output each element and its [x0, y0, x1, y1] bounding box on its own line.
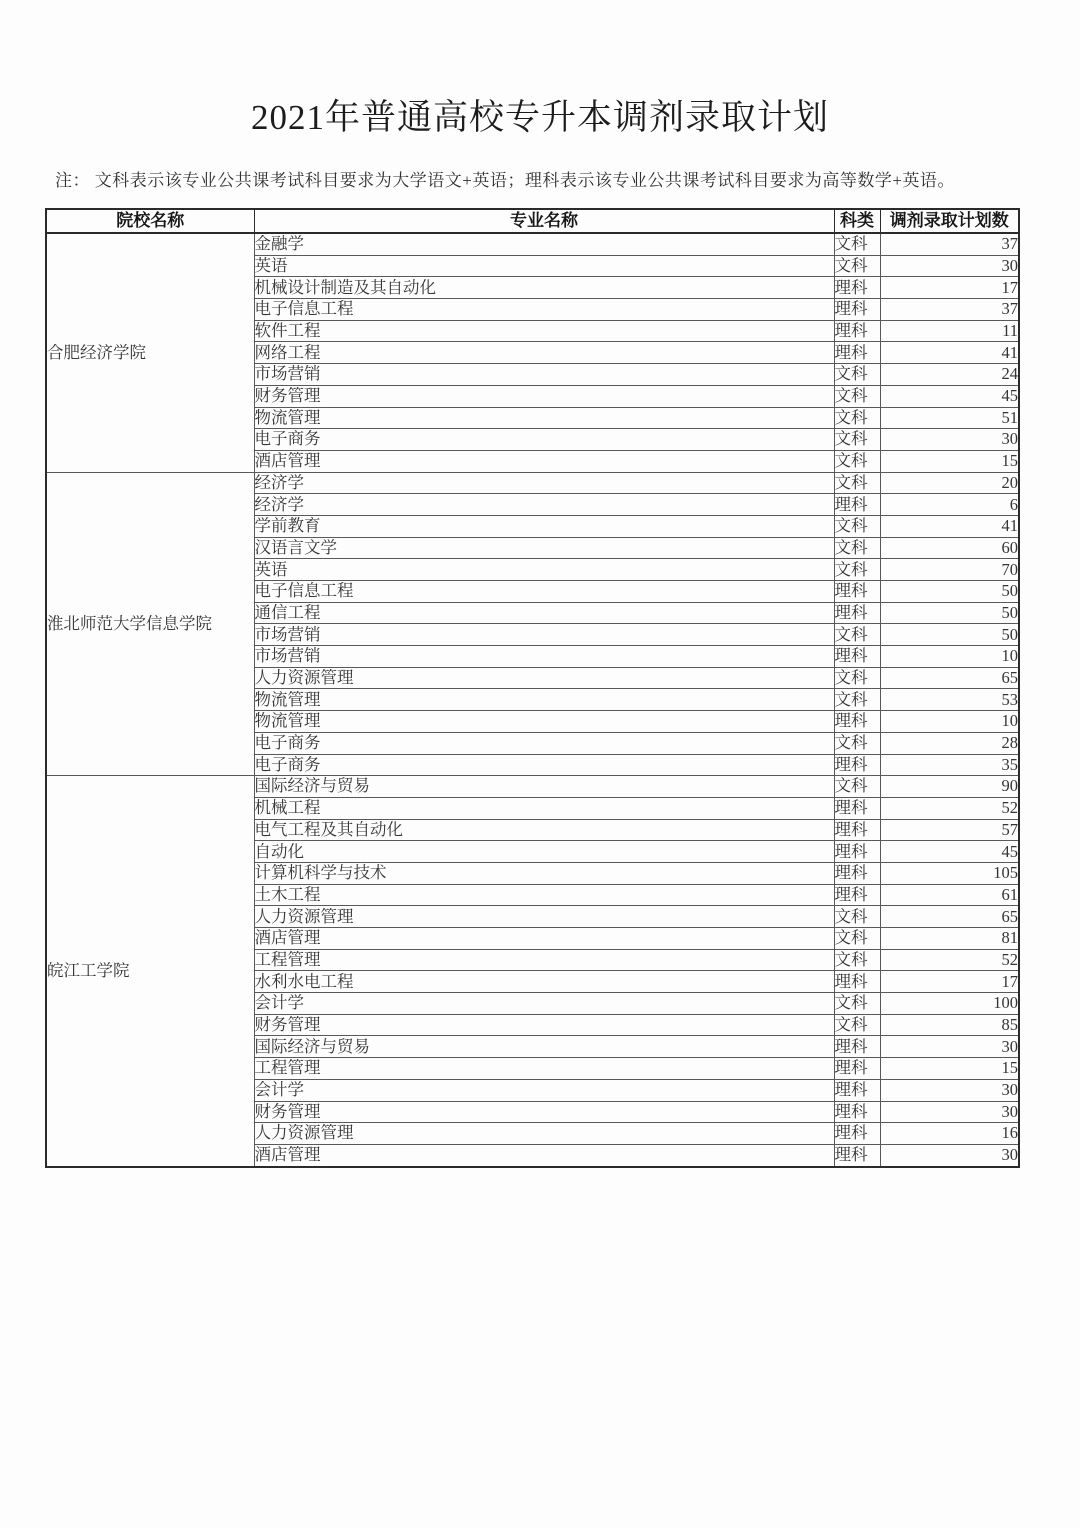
count-cell: 52: [880, 949, 1019, 971]
count-cell: 60: [880, 537, 1019, 559]
table-row: [46, 472, 1019, 494]
count-cell: 61: [880, 884, 1019, 906]
major-cell: 酒店管理: [254, 450, 834, 472]
count-cell: 57: [880, 819, 1019, 841]
table-row: [46, 233, 1019, 255]
major-cell: 物流管理: [254, 689, 834, 711]
count-cell: 100: [880, 993, 1019, 1015]
major-cell: 电子商务: [254, 754, 834, 776]
category-cell: 文科: [834, 515, 880, 537]
count-cell: 85: [880, 1014, 1019, 1036]
major-cell: 国际经济与贸易: [254, 1036, 834, 1058]
major-cell: 财务管理: [254, 385, 834, 407]
table-body: [46, 233, 1019, 1167]
category-cell: 理科: [834, 602, 880, 624]
major-cell: 电子信息工程: [254, 299, 834, 321]
major-cell: 工程管理: [254, 949, 834, 971]
category-cell: 理科: [834, 277, 880, 299]
count-cell: 105: [880, 862, 1019, 884]
table-header: [46, 209, 1019, 233]
major-cell: 自动化: [254, 841, 834, 863]
school-name-cell: 淮北师范大学信息学院: [46, 472, 254, 776]
count-cell: 6: [880, 494, 1019, 516]
count-cell: 35: [880, 754, 1019, 776]
major-cell: 学前教育: [254, 515, 834, 537]
category-cell: 文科: [834, 993, 880, 1015]
count-cell: 30: [880, 1036, 1019, 1058]
count-cell: 24: [880, 364, 1019, 386]
category-cell: 理科: [834, 342, 880, 364]
category-cell: 理科: [834, 1058, 880, 1080]
major-cell: 市场营销: [254, 646, 834, 668]
category-cell: 理科: [834, 1123, 880, 1145]
column-header-category: 科类: [834, 209, 880, 233]
category-cell: 文科: [834, 906, 880, 928]
major-cell: 计算机科学与技术: [254, 862, 834, 884]
major-cell: 经济学: [254, 494, 834, 516]
category-cell: 文科: [834, 667, 880, 689]
major-cell: 市场营销: [254, 364, 834, 386]
major-cell: 软件工程: [254, 320, 834, 342]
category-cell: 文科: [834, 385, 880, 407]
count-cell: 30: [880, 1101, 1019, 1123]
count-cell: 50: [880, 602, 1019, 624]
major-cell: 工程管理: [254, 1058, 834, 1080]
category-cell: 理科: [834, 971, 880, 993]
count-cell: 50: [880, 624, 1019, 646]
count-cell: 81: [880, 928, 1019, 950]
count-cell: 90: [880, 776, 1019, 798]
major-cell: 英语: [254, 559, 834, 581]
header-row: [46, 209, 1019, 233]
count-cell: 17: [880, 971, 1019, 993]
major-cell: 土木工程: [254, 884, 834, 906]
count-cell: 52: [880, 797, 1019, 819]
major-cell: 财务管理: [254, 1014, 834, 1036]
category-cell: 文科: [834, 472, 880, 494]
category-cell: 文科: [834, 233, 880, 255]
major-cell: 经济学: [254, 472, 834, 494]
major-cell: 电气工程及其自动化: [254, 819, 834, 841]
count-cell: 28: [880, 732, 1019, 754]
category-cell: 文科: [834, 407, 880, 429]
major-cell: 会计学: [254, 993, 834, 1015]
category-cell: 文科: [834, 928, 880, 950]
major-cell: 财务管理: [254, 1101, 834, 1123]
count-cell: 15: [880, 450, 1019, 472]
category-cell: 文科: [834, 732, 880, 754]
major-cell: 金融学: [254, 233, 834, 255]
count-cell: 41: [880, 515, 1019, 537]
category-cell: 理科: [834, 299, 880, 321]
major-cell: 电子信息工程: [254, 581, 834, 603]
count-cell: 15: [880, 1058, 1019, 1080]
count-cell: 50: [880, 581, 1019, 603]
category-cell: 理科: [834, 581, 880, 603]
count-cell: 20: [880, 472, 1019, 494]
category-cell: 理科: [834, 646, 880, 668]
count-cell: 65: [880, 667, 1019, 689]
major-cell: 市场营销: [254, 624, 834, 646]
school-name-cell: 皖江工学院: [46, 776, 254, 1167]
major-cell: 国际经济与贸易: [254, 776, 834, 798]
category-cell: 理科: [834, 494, 880, 516]
note-text: 注： 文科表示该专业公共课考试科目要求为大学语文+英语；理科表示该专业公共课考试科目要求为高等数学+英语。: [55, 171, 955, 190]
category-cell: 文科: [834, 949, 880, 971]
count-cell: 70: [880, 559, 1019, 581]
count-cell: 45: [880, 385, 1019, 407]
category-cell: 文科: [834, 1014, 880, 1036]
count-cell: 53: [880, 689, 1019, 711]
count-cell: 51: [880, 407, 1019, 429]
count-cell: 30: [880, 1079, 1019, 1101]
count-cell: 16: [880, 1123, 1019, 1145]
major-cell: 人力资源管理: [254, 667, 834, 689]
major-cell: 机械工程: [254, 797, 834, 819]
category-cell: 理科: [834, 320, 880, 342]
table-row: [46, 776, 1019, 798]
major-cell: 网络工程: [254, 342, 834, 364]
category-cell: 文科: [834, 537, 880, 559]
column-header-count: 调剂录取计划数: [880, 209, 1019, 233]
category-cell: 文科: [834, 689, 880, 711]
category-cell: 理科: [834, 1101, 880, 1123]
count-cell: 41: [880, 342, 1019, 364]
category-cell: 理科: [834, 1036, 880, 1058]
category-cell: 理科: [834, 797, 880, 819]
major-cell: 会计学: [254, 1079, 834, 1101]
major-cell: 酒店管理: [254, 928, 834, 950]
major-cell: 物流管理: [254, 407, 834, 429]
major-cell: 酒店管理: [254, 1144, 834, 1166]
major-cell: 电子商务: [254, 732, 834, 754]
category-cell: 理科: [834, 841, 880, 863]
major-cell: 水利水电工程: [254, 971, 834, 993]
category-cell: 文科: [834, 776, 880, 798]
admission-plan-table: [45, 208, 1020, 1168]
major-cell: 人力资源管理: [254, 906, 834, 928]
count-cell: 30: [880, 255, 1019, 277]
count-cell: 10: [880, 646, 1019, 668]
category-cell: 理科: [834, 862, 880, 884]
count-cell: 17: [880, 277, 1019, 299]
count-cell: 37: [880, 299, 1019, 321]
major-cell: 人力资源管理: [254, 1123, 834, 1145]
count-cell: 11: [880, 320, 1019, 342]
category-cell: 文科: [834, 624, 880, 646]
category-cell: 文科: [834, 559, 880, 581]
category-cell: 理科: [834, 754, 880, 776]
count-cell: 37: [880, 233, 1019, 255]
category-cell: 理科: [834, 1144, 880, 1166]
major-cell: 机械设计制造及其自动化: [254, 277, 834, 299]
category-cell: 文科: [834, 255, 880, 277]
major-cell: 通信工程: [254, 602, 834, 624]
major-cell: 英语: [254, 255, 834, 277]
category-cell: 理科: [834, 1079, 880, 1101]
count-cell: 65: [880, 906, 1019, 928]
category-cell: 文科: [834, 364, 880, 386]
count-cell: 30: [880, 429, 1019, 451]
school-name-cell: 合肥经济学院: [46, 233, 254, 472]
count-cell: 10: [880, 711, 1019, 733]
column-header-school: 院校名称: [46, 209, 254, 233]
column-header-major: 专业名称: [254, 209, 834, 233]
category-cell: 理科: [834, 819, 880, 841]
major-cell: 汉语言文学: [254, 537, 834, 559]
page-title: 2021年普通高校专升本调剂录取计划: [250, 98, 829, 137]
category-cell: 文科: [834, 429, 880, 451]
category-cell: 理科: [834, 884, 880, 906]
major-cell: 电子商务: [254, 429, 834, 451]
major-cell: 物流管理: [254, 711, 834, 733]
count-cell: 30: [880, 1144, 1019, 1166]
count-cell: 45: [880, 841, 1019, 863]
category-cell: 理科: [834, 711, 880, 733]
category-cell: 文科: [834, 450, 880, 472]
